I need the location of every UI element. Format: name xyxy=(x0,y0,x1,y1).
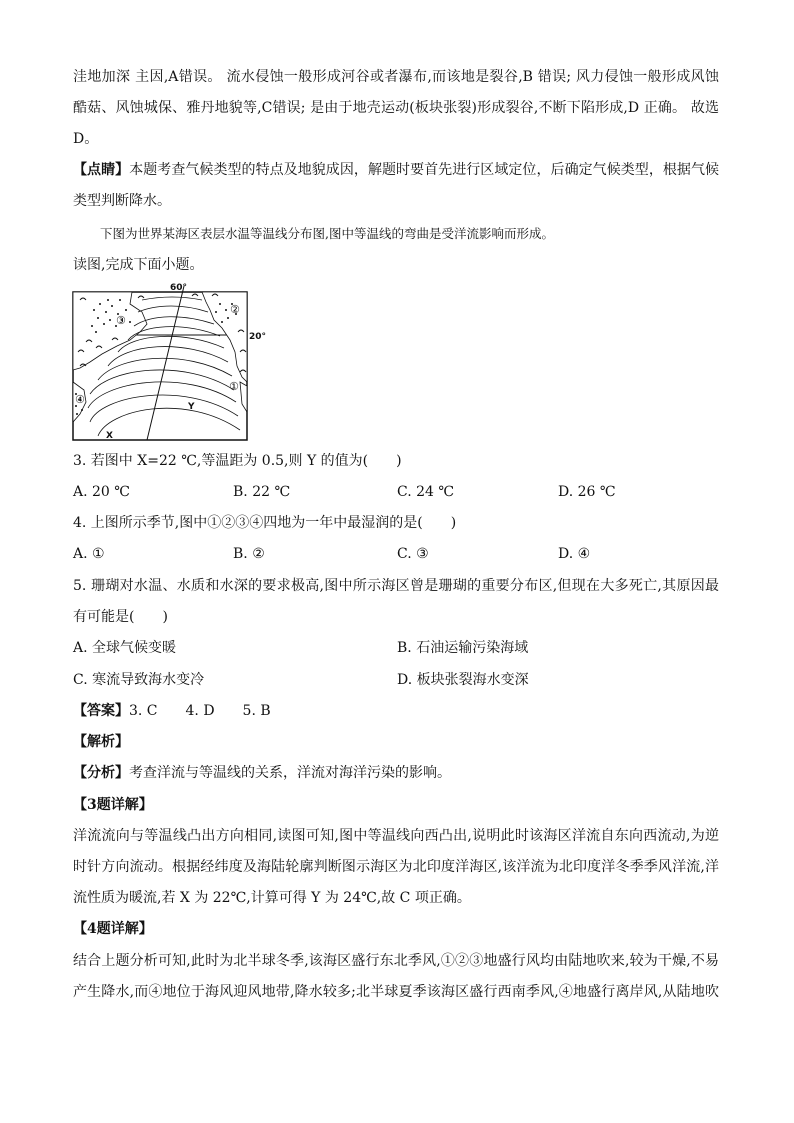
paragraph-line: D。 xyxy=(73,131,99,147)
dianjing-label: 【点睛】 xyxy=(73,162,130,178)
fenxi-label: 【分析】 xyxy=(73,765,129,781)
latitude-label: 20° xyxy=(249,332,267,342)
question-5-stem-line-2: 有可能是( ) xyxy=(73,609,168,625)
question-3-stem: 3. 若图中 X=22 ℃,等温距为 0.5,则 Y 的值为( ) xyxy=(73,453,402,469)
dianjing-line-1 xyxy=(73,160,719,180)
point-label-1: ① xyxy=(229,380,239,393)
read-instruction: 读图,完成下面小题。 xyxy=(73,257,204,273)
paragraph-line: 洼地加深 主因,A错误。 流水侵蚀一般形成河谷或者瀑布,而该地是裂谷,B 错误; 风力侵蚀一般形成风蚀 xyxy=(73,69,719,85)
paragraph-line: 酷菇、风蚀城保、雅丹地貌等,C错误; 是由于地壳运动(板块张裂)形成裂谷,不断下陷形成,D 正确。 故选 xyxy=(73,100,719,116)
q5-option-a[interactable]: A. 全球气候变暖 xyxy=(73,640,177,656)
dianjing-text: 本题考查气候类型的特点及地貌成因，解题时要首先进行区域定位，后确定气候类型，根据气候 xyxy=(129,162,720,178)
detail-3-line-2: 时针方向流动。根据经纬度及海陆轮廓判断图示海区为北印度洋海区,该洋流为北印度洋冬季季风洋流,洋 xyxy=(73,859,719,875)
detail-3-line-1: 洋流流向与等温线凸出方向相同,读图可知,图中等温线向西凸出,说明此时该海区洋流自东向西流动,为逆 xyxy=(73,828,719,844)
q5-option-b[interactable]: B. 石油运输污染海域 xyxy=(397,640,529,656)
jiexi-label: 【解析】 xyxy=(73,734,129,750)
answer-label: 【答案】 xyxy=(73,703,129,719)
question-5-stem-line-1: 5. 珊瑚对水温、水质和水深的要求极高,图中所示海区曾是珊瑚的重要分布区,但现在大多死亡,其原因最 xyxy=(73,578,719,594)
q4-option-b[interactable]: B. ② xyxy=(233,546,265,562)
longitude-label: 60° xyxy=(170,283,188,293)
q4-option-a[interactable]: A. ① xyxy=(73,546,105,562)
point-label-3: ③ xyxy=(116,314,126,327)
x-label: X xyxy=(106,431,113,441)
q4-option-c[interactable]: C. ③ xyxy=(397,546,429,562)
detail-4-label: 【4题详解】 xyxy=(73,921,153,937)
y-label: Y xyxy=(188,402,195,412)
point-label-2: ② xyxy=(230,303,240,316)
dianjing-line-2: 类型判断降水。 xyxy=(73,193,171,209)
answer-line xyxy=(73,701,271,721)
q5-option-d[interactable]: D. 板块张裂海水变深 xyxy=(397,672,529,688)
detail-4-line-1: 结合上题分析可知,此时为北半球冬季,该海区盛行东北季风,①②③地盛行风均由陆地吹来,较为干燥,不易 xyxy=(73,953,719,969)
detail-4-line-2: 产生降水,而④地位于海风迎风地带,降水较多;北半球夏季该海区盛行西南季风,④地盛行离岸风,从陆地吹 xyxy=(73,984,719,1000)
q4-option-d[interactable]: D. ④ xyxy=(558,546,591,562)
detail-3-label: 【3题详解】 xyxy=(73,797,153,813)
fenxi-line xyxy=(73,763,451,783)
q3-option-b[interactable]: B. 22 ℃ xyxy=(233,484,291,500)
isotherm-map xyxy=(72,282,272,442)
map-caption: 下图为世界某海区表层水温等温线分布图,图中等温线的弯曲是受洋流影响而形成。 xyxy=(100,226,554,241)
question-4-stem: 4. 上图所示季节,图中①②③④四地为一年中最湿润的是( ) xyxy=(73,515,457,531)
detail-3-line-3: 流性质为暖流,若 X 为 22℃,计算可得 Y 为 24℃,故 C 项正确。 xyxy=(73,890,471,906)
fenxi-text: 考查洋流与等温线的关系，洋流对海洋污染的影响。 xyxy=(129,765,451,781)
q3-option-c[interactable]: C. 24 ℃ xyxy=(397,484,455,500)
q3-option-d[interactable]: D. 26 ℃ xyxy=(558,484,616,500)
point-label-4: ④ xyxy=(75,393,85,406)
q3-option-a[interactable]: A. 20 ℃ xyxy=(73,484,130,500)
answer-text: 3. C 4. D 5. B xyxy=(129,703,271,719)
q5-option-c[interactable]: C. 寒流导致海水变冷 xyxy=(73,672,205,688)
